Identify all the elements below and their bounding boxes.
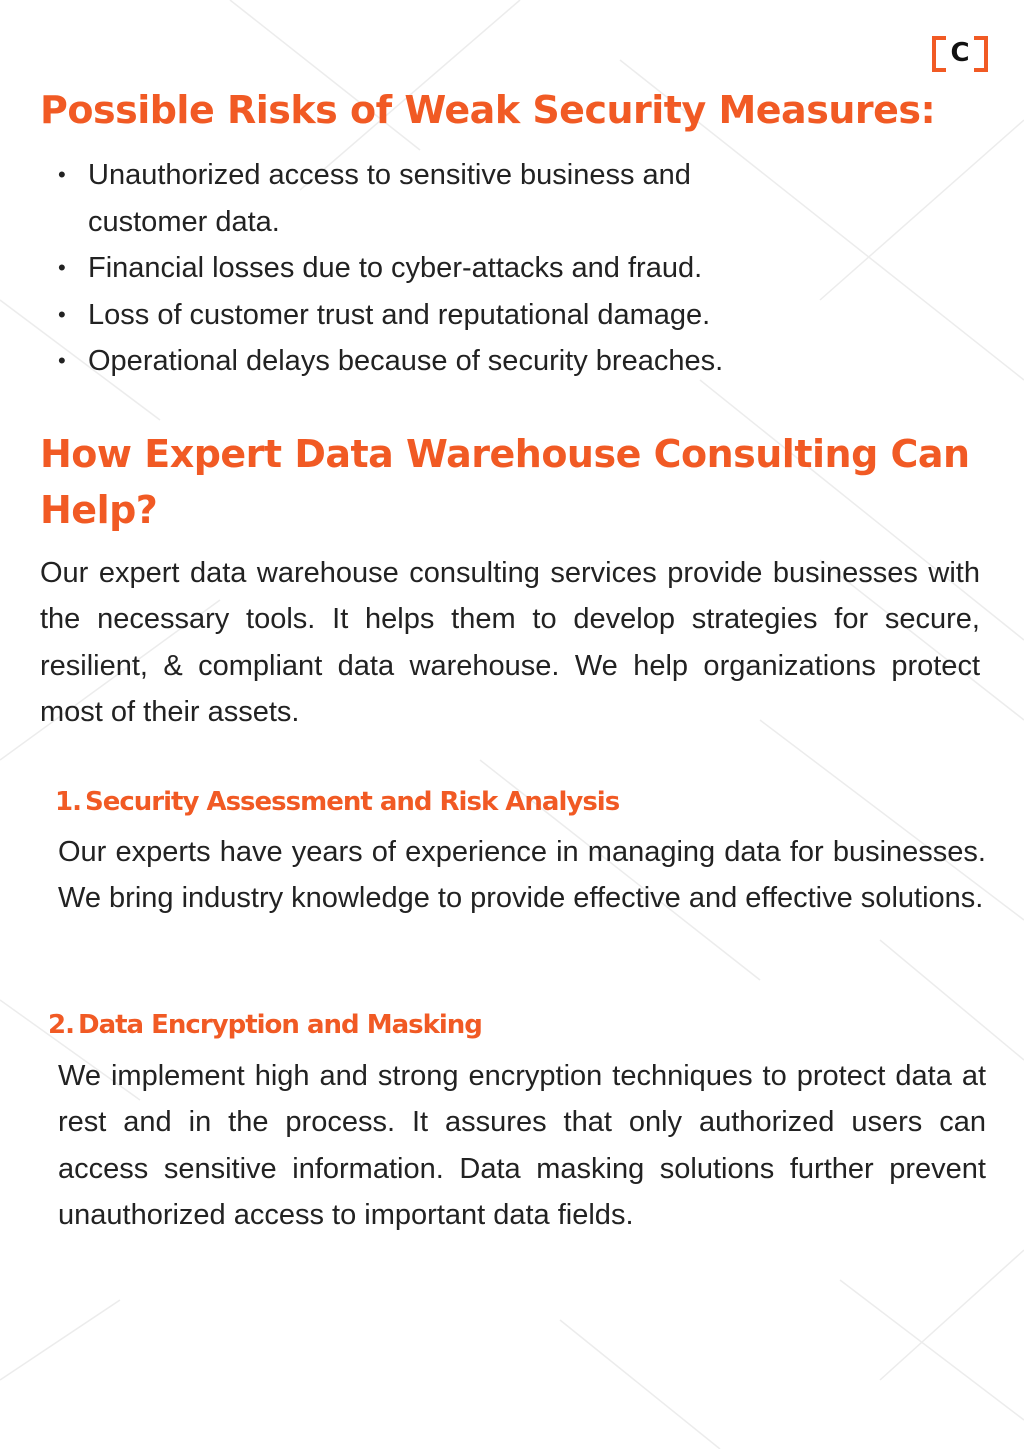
section-1-heading <box>55 782 619 822</box>
risks-list <box>58 152 818 385</box>
list-item <box>58 152 818 245</box>
logo-right-bracket <box>974 36 988 72</box>
section-1-title: Security Assessment and Risk Analysis <box>85 787 620 817</box>
logo-left-bracket <box>932 36 946 72</box>
section-2-title: Data Encryption and Masking <box>78 1010 482 1040</box>
bullet-icon: • <box>58 301 66 327</box>
logo-letter: C <box>950 38 970 68</box>
list-item-text: Financial losses due to cyber-attacks and fraud. <box>88 252 703 284</box>
list-item <box>58 338 818 385</box>
bullet-icon: • <box>58 255 66 280</box>
list-item <box>58 292 818 339</box>
list-item <box>58 245 818 292</box>
bullet-icon: • <box>58 348 66 373</box>
risks-heading: Possible Risks of Weak Security Measures: <box>40 88 936 132</box>
bullet-icon: • <box>58 162 66 187</box>
section-2-number: 2. <box>48 1010 74 1040</box>
section-1-body: Our experts have years of experience in managing data for businesses. We bring industry knowledge to provide effective and effective solutions. <box>58 836 986 915</box>
brand-logo <box>932 36 988 70</box>
list-item-text: Loss of customer trust and reputational damage. <box>88 298 711 331</box>
section-2-heading <box>48 1005 482 1045</box>
section-1-number: 1. <box>55 787 81 817</box>
help-intro-paragraph: Our expert data warehouse consulting services provide businesses with the necessary tools. It helps them to develop strategies for secure, resilient, & compliant data warehouse. We help organizations protect most of their assets. <box>40 557 980 729</box>
list-item-text: Unauthorized access to sensitive business and customer data. <box>88 159 691 238</box>
help-heading: How Expert Data Warehouse Consulting Can Help? <box>40 432 970 532</box>
section-2-body: We implement high and strong encryption techniques to protect data at rest and in the process. It assures that only authorized users can access sensitive information. Data masking solutions further prevent unauthorized access to important data fields. <box>58 1060 986 1232</box>
list-item-text: Operational delays because of security breaches. <box>88 345 724 377</box>
